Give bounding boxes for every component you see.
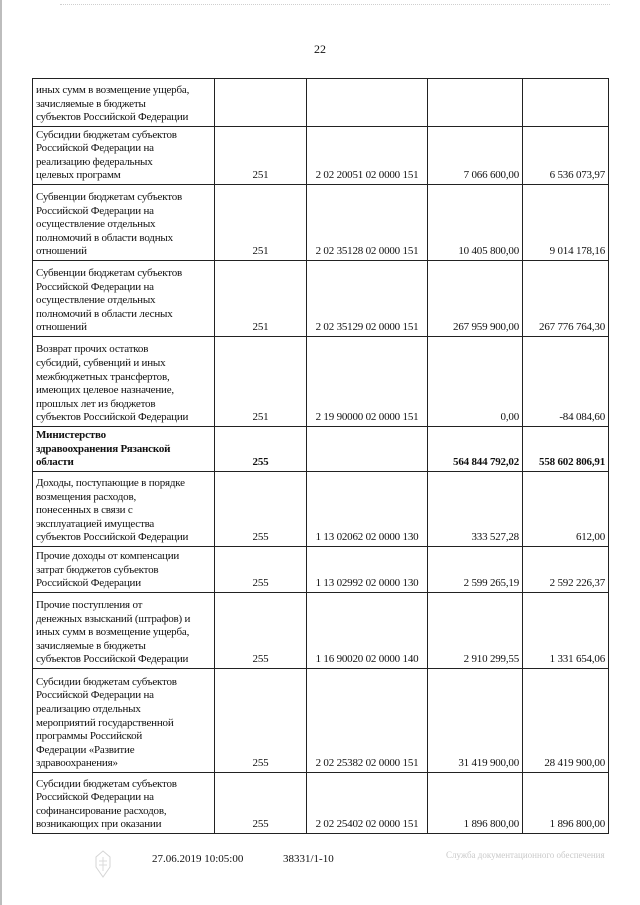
row-admin-code	[215, 79, 307, 127]
row-admin-code: 255	[215, 472, 307, 547]
row-plan-value: 267 959 900,00	[428, 261, 523, 337]
row-admin-code: 251	[215, 337, 307, 427]
row-name: Министерство здравоохранения Рязанской области	[33, 427, 215, 472]
row-classification-code: 2 19 90000 02 0000 151	[307, 337, 428, 427]
row-admin-code: 255	[215, 593, 307, 669]
row-fact-value: 1 331 654,06	[523, 593, 609, 669]
page-number: 22	[314, 42, 326, 56]
row-classification-code: 2 02 20051 02 0000 151	[307, 127, 428, 185]
row-admin-code: 255	[215, 773, 307, 834]
table-row	[33, 185, 609, 261]
revenue-table	[32, 78, 609, 834]
row-fact-value: 612,00	[523, 472, 609, 547]
scan-edge	[0, 0, 2, 905]
row-plan-value: 10 405 800,00	[428, 185, 523, 261]
row-name: иных сумм в возмещение ущерба, зачисляемые в бюджеты субъектов Российской Федерации	[33, 79, 215, 127]
row-classification-code: 1 13 02062 02 0000 130	[307, 472, 428, 547]
row-admin-code: 255	[215, 669, 307, 773]
row-plan-value: 7 066 600,00	[428, 127, 523, 185]
row-classification-code	[307, 427, 428, 472]
row-admin-code: 255	[215, 427, 307, 472]
table-row	[33, 261, 609, 337]
row-classification-code: 2 02 25402 02 0000 151	[307, 773, 428, 834]
row-name: Субсидии бюджетам субъектов Российской Федерации на реализацию отдельных мероприятий государственной программы Российской Федерации «Развитие здравоохранения»	[33, 669, 215, 773]
page-footer	[0, 849, 640, 889]
row-fact-value: 558 602 806,91	[523, 427, 609, 472]
row-plan-value: 1 896 800,00	[428, 773, 523, 834]
row-name: Субсидии бюджетам субъектов Российской Федерации на реализацию федеральных целевых программ	[33, 127, 215, 185]
footer-document-id: 38331/1-10	[283, 853, 334, 865]
row-name: Прочие поступления от денежных взысканий (штрафов) и иных сумм в возмещение ущерба, зачисляемые в бюджеты субъектов Российской Федерации	[33, 593, 215, 669]
row-fact-value: 2 592 226,37	[523, 547, 609, 593]
row-fact-value: 28 419 900,00	[523, 669, 609, 773]
table-row	[33, 669, 609, 773]
row-classification-code: 2 02 35128 02 0000 151	[307, 185, 428, 261]
row-name: Субвенции бюджетам субъектов Российской Федерации на осуществление отдельных полномочий в области лесных отношений	[33, 261, 215, 337]
footer-date: 27.06.2019 10:05:00	[152, 853, 244, 865]
row-fact-value: 6 536 073,97	[523, 127, 609, 185]
row-name: Возврат прочих остатков субсидий, субвенций и иных межбюджетных трансфертов, имеющих целевое назначение, прошлых лет из бюджетов субъектов Российской Федерации	[33, 337, 215, 427]
row-fact-value	[523, 79, 609, 127]
table-row	[33, 337, 609, 427]
row-plan-value: 31 419 900,00	[428, 669, 523, 773]
row-fact-value: 267 776 764,30	[523, 261, 609, 337]
row-name: Субсидии бюджетам субъектов Российской Федерации на софинансирование расходов, возникающих при оказании	[33, 773, 215, 834]
row-admin-code: 251	[215, 127, 307, 185]
table-row	[33, 593, 609, 669]
table-row	[33, 472, 609, 547]
scan-noise	[60, 4, 610, 6]
row-plan-value: 333 527,28	[428, 472, 523, 547]
row-plan-value: 0,00	[428, 337, 523, 427]
row-admin-code: 251	[215, 185, 307, 261]
table-row-ministry	[33, 427, 609, 472]
seal-icon	[90, 849, 116, 879]
row-classification-code: 1 13 02992 02 0000 130	[307, 547, 428, 593]
row-admin-code: 255	[215, 547, 307, 593]
table-row	[33, 127, 609, 185]
row-fact-value: -84 084,60	[523, 337, 609, 427]
registration-stamp: Служба документационного обеспечения	[446, 850, 605, 860]
row-plan-value: 564 844 792,02	[428, 427, 523, 472]
row-name: Субвенции бюджетам субъектов Российской Федерации на осуществление отдельных полномочий в области водных отношений	[33, 185, 215, 261]
table-row	[33, 79, 609, 127]
row-admin-code: 251	[215, 261, 307, 337]
row-plan-value	[428, 79, 523, 127]
row-plan-value: 2 910 299,55	[428, 593, 523, 669]
row-plan-value: 2 599 265,19	[428, 547, 523, 593]
table-row	[33, 547, 609, 593]
table-row	[33, 773, 609, 834]
row-fact-value: 9 014 178,16	[523, 185, 609, 261]
row-fact-value: 1 896 800,00	[523, 773, 609, 834]
row-classification-code	[307, 79, 428, 127]
row-classification-code: 2 02 25382 02 0000 151	[307, 669, 428, 773]
row-name: Доходы, поступающие в порядке возмещения расходов, понесенных в связи с эксплуатацией имущества субъектов Российской Федерации	[33, 472, 215, 547]
row-classification-code: 1 16 90020 02 0000 140	[307, 593, 428, 669]
row-name: Прочие доходы от компенсации затрат бюджетов субъектов Российской Федерации	[33, 547, 215, 593]
row-classification-code: 2 02 35129 02 0000 151	[307, 261, 428, 337]
